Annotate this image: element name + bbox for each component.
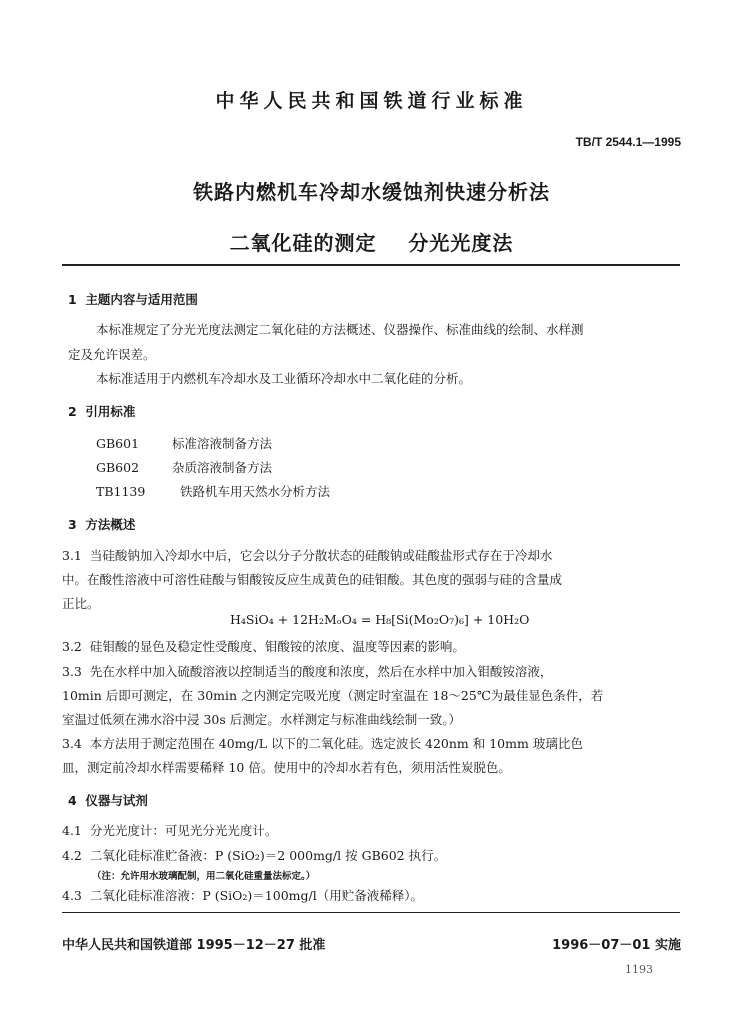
- title-line-2: 二氧化硅的测定 分光光度法: [229, 231, 514, 255]
- reference-code: TB1139: [96, 484, 146, 499]
- clause-3-3-line-3: 室温过低须在沸水浴中浸 30s 后测定。水样测定与标准曲线绘制一致。）: [62, 712, 462, 727]
- reference-name: 杂质溶液制备方法: [172, 460, 273, 475]
- approval-line: 中华人民共和国铁道部 1995－12－27 批准: [62, 938, 326, 953]
- header-org: 中华人民共和国铁道行业标准: [215, 90, 528, 112]
- clause-4-2-note: （注：允许用水玻璃配制，用二氧化硅重量法标定。）: [92, 871, 316, 882]
- section-1-heading: 1 主题内容与适用范围: [68, 292, 198, 307]
- reference-code: GB601: [96, 436, 140, 451]
- clause-4-3: 4.3 二氧化硅标准溶液：P (SiO₂)＝100mg/l（用贮备液稀释）。: [62, 888, 423, 903]
- clause-3-4-line-1: 3.4 本方法用于测定范围在 40mg/L 以下的二氧化硅。选定波长 420nm 和 10mm 玻璃比色: [62, 736, 583, 751]
- page-number: 1193: [625, 963, 653, 976]
- clause-3-1-line-2: 中。在酸性溶液中可溶性硅酸与钼酸铵反应生成黄色的硅钼酸。其色度的强弱与硅的含量成: [62, 572, 563, 587]
- clause-4-1: 4.1 分光光度计：可见光分光光度计。: [62, 823, 278, 838]
- clause-3-4-line-2: 皿，测定前冷却水样需要稀释 10 倍。使用中的冷却水若有色，须用活性炭脱色。: [62, 760, 511, 775]
- reference-name: 标准溶液制备方法: [172, 436, 273, 451]
- reference-item: [96, 482, 330, 500]
- clause-3-3-line-2: 10min 后即可测定，在 30min 之内测定完吸光度（测定时室温在 18～25℃为最佳显色条件，若: [62, 688, 604, 703]
- section-1-para-2: 本标准适用于内燃机车冷却水及工业循环冷却水中二氧化硅的分析。: [96, 371, 472, 386]
- clause-3-3-line-1: 3.3 先在水样中加入硫酸溶液以控制适当的酸度和浓度，然后在水样中加入钼酸铵溶液，: [62, 664, 553, 679]
- section-3-heading: 3 方法概述: [68, 517, 136, 532]
- footer-divider: [62, 912, 680, 913]
- clause-3-1-line-1: 3.1 当硅酸钠加入冷却水中后，它会以分子分散状态的硅酸钠或硅酸盐形式存在于冷却水: [62, 548, 553, 563]
- document-number: TB/T 2544.1—1995: [575, 135, 681, 149]
- clause-4-2: 4.2 二氧化硅标准贮备液：P (SiO₂)＝2 000mg/l 按 GB602 执行。: [62, 848, 447, 863]
- section-1-para-1-line-2: 定及允许误差。: [68, 347, 156, 362]
- section-4-heading: 4 仪器与试剂: [68, 793, 148, 808]
- clause-3-1-line-3: 正比。: [62, 596, 100, 611]
- clause-3-2: 3.2 硅钼酸的显色及稳定性受酸度、钼酸铵的浓度、温度等因素的影响。: [62, 639, 465, 654]
- implementation-line: 1996－07－01 实施: [552, 938, 681, 953]
- header-divider: [62, 264, 680, 266]
- section-2-heading: 2 引用标准: [68, 404, 136, 419]
- section-1-para-1-line-1: 本标准规定了分光光度法测定二氧化硅的方法概述、仪器操作、标准曲线的绘制、水样测: [96, 322, 584, 337]
- title-line-1: 铁路内燃机车冷却水缓蚀剂快速分析法: [193, 180, 550, 204]
- reference-name: 铁路机车用天然水分析方法: [180, 484, 331, 499]
- reference-code: GB602: [96, 460, 140, 475]
- chemical-equation: H₄SiO₄ + 12H₂MₒO₄ = H₈[Si(Mo₂O₇)₆] + 10H₂O: [230, 612, 530, 627]
- reference-item: [96, 434, 272, 452]
- reference-item: [96, 458, 272, 476]
